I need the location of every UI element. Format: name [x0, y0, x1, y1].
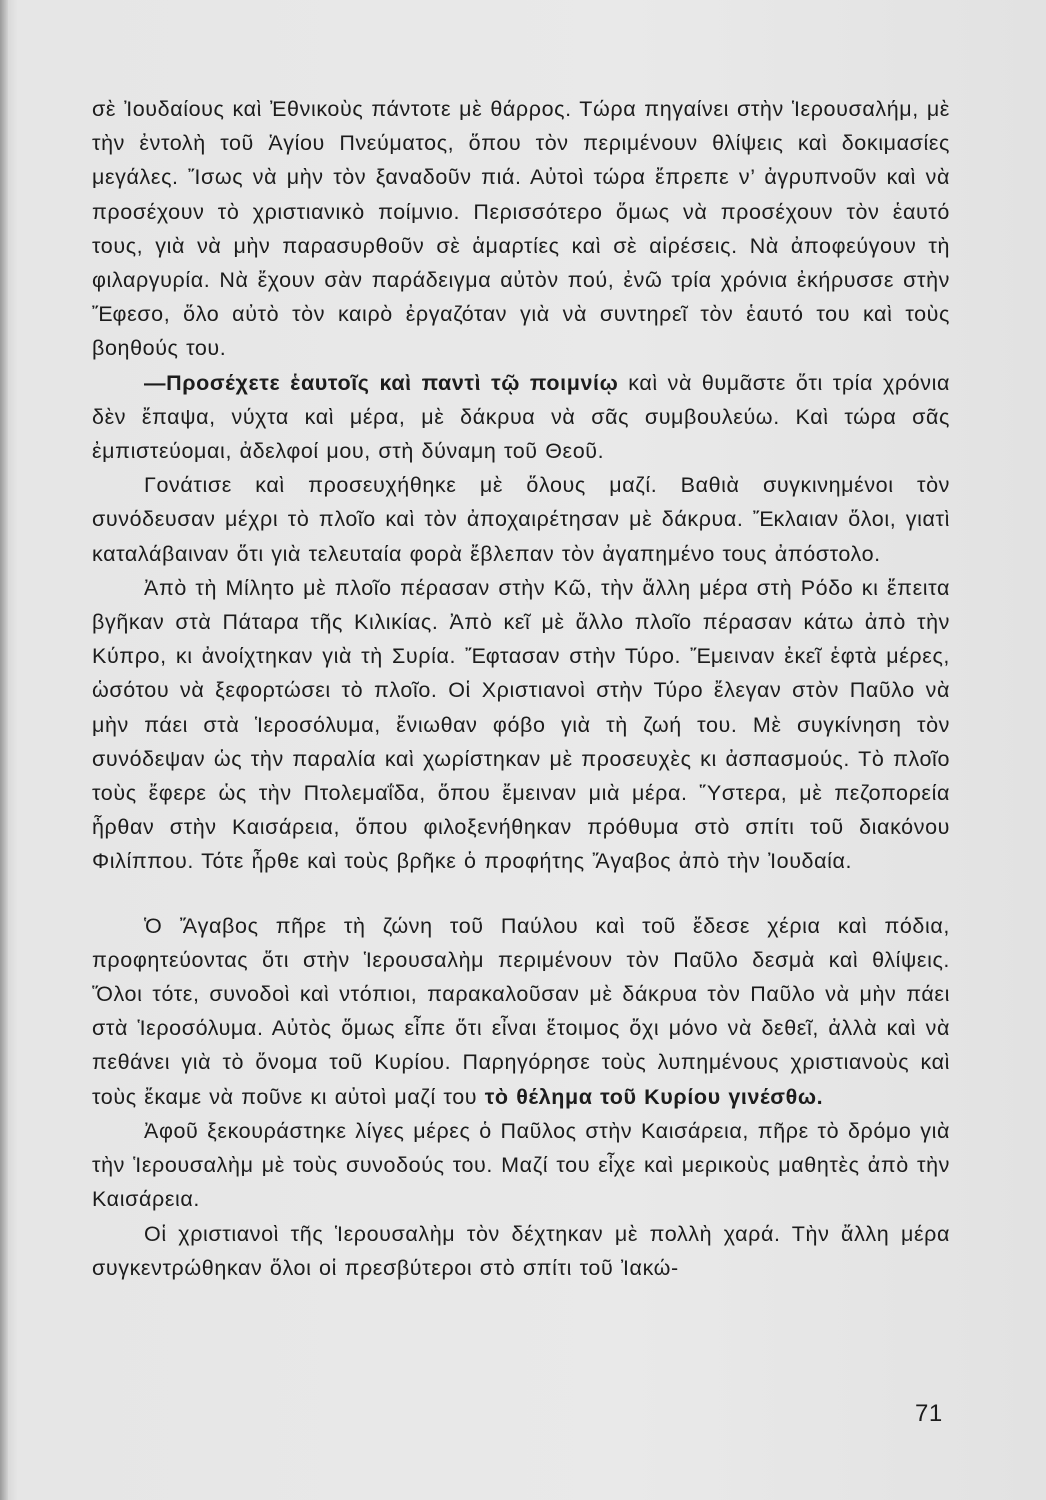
body-text [92, 92, 950, 1285]
bold-quote: —Προσέχετε ἑαυτοῖς καὶ παντὶ τῷ ποιμνίῳ [144, 370, 619, 395]
paragraph: Ἀφοῦ ξεκουράστηκε λίγες μέρες ὁ Παῦλος στὴν Καισάρεια, πῆρε τὸ δρόμο γιὰ τὴν Ἱερουσαλὴμ μὲ τοὺς συνοδούς του. Μαζί του εἶχε καὶ μερικοὺς μαθητὲς ἀπὸ τὴν Καισάρεια. [92, 1118, 950, 1212]
paragraph-text: καὶ νὰ θυμᾶστε ὅτι τρία χρόνια δὲν ἔπαψα, νύχτα καὶ μέρα, μὲ δάκρυα νὰ σᾶς συμβουλεύω. Καὶ τώρα σᾶς ἐμπιστεύομαι, ἀδελφοί μου, στὴ δύναμη τοῦ Θεοῦ. [92, 370, 950, 464]
page-number: 71 [915, 1400, 943, 1427]
paragraph: Ἀπὸ τὴ Μίλητο μὲ πλοῖο πέρασαν στὴν Κῶ, τὴν ἄλλη μέρα στὴ Ρόδο κι ἔπειτα βγῆκαν στὰ Πάταρα τῆς Κιλικίας. Ἀπὸ κεῖ μὲ ἄλλο πλοῖο πέρασαν κάτω ἀπὸ τὴν Κύπρο, κι ἀνοίχτηκαν γιὰ τὴ Συρία. Ἔφτασαν στὴν Τύρο. Ἔμειναν ἐκεῖ ἑφτὰ μέρες, ὡσότου νὰ ξεφορτώσει τὸ πλοῖο. Οἱ Χριστιανοὶ στὴν Τύρο ἔλεγαν στὸν Παῦλο νὰ μὴν πάει στὰ Ἱεροσόλυμα, ἔνιωθαν φόβο γιὰ τὴ ζωή του. Μὲ συγκίνηση τὸν συνόδεψαν ὡς τὴν παραλία καὶ χωρίστηκαν μὲ προσευχὲς κι ἀσπασμούς. Τὸ πλοῖο τοὺς ἔφερε ὡς τὴν Πτολεμαΐδα, ὅπου ἔμειναν μιὰ μέρα. Ὕστερα, μὲ πεζοπορεία ἦρθαν στὴν Καισάρεια, ὅπου φιλοξενήθηκαν πρόθυμα στὸ σπίτι τοῦ διακόνου Φιλίππου. Τότε ἦρθε καὶ τοὺς βρῆκε ὁ προφήτης Ἄγαβος ἀπὸ τὴν Ἰουδαία. [92, 575, 950, 874]
paragraph: σὲ Ἰουδαίους καὶ Ἐθνικοὺς πάντοτε μὲ θάρρος. Τώρα πηγαίνει στὴν Ἱερουσαλήμ, μὲ τὴν ἐντολὴ τοῦ Ἁγίου Πνεύματος, ὅπου τὸν περιμένουν θλίψεις καὶ δοκιμασίες μεγάλες. Ἴσως νὰ μὴν τὸν ξαναδοῦν πιά. Αὐτοὶ τώρα ἔπρεπε ν’ ἀγρυπνοῦν καὶ νὰ προσέχουν τὸ χριστιανικὸ ποίμνιο. Περισσότερο ὅμως νὰ προσέχουν τὸν ἑαυτό τους, γιὰ νὰ μὴν παρασυρθοῦν σὲ ἁμαρτίες καὶ σὲ αἱρέσεις. Νὰ ἀποφεύγουν τὴ φιλαργυρία. Νὰ ἔχουν σὰν παράδειγμα αὐτὸν πού, ἐνῶ τρία χρόνια ἐκήρυσσε στὴν Ἔφεσο, ὅλο αὐτὸ τὸν καιρὸ ἐργαζόταν γιὰ νὰ συντηρεῖ τὸν ἑαυτό του καὶ τοὺς βοηθούς του. [92, 97, 950, 361]
bold-phrase: τὸ θέλημα τοῦ Κυρίου γινέσθω. [484, 1084, 824, 1109]
binding-edge [0, 0, 8, 1500]
paragraph: Γονάτισε καὶ προσευχήθηκε μὲ ὅλους μαζί. Βαθιὰ συγκινημένοι τὸν συνόδευσαν μέχρι τὸ πλοῖο καὶ τὸν ἀποχαιρέτησαν μὲ δάκρυα. Ἔκλαιαν ὅλοι, γιατὶ καταλάβαιναν ὅτι γιὰ τελευταία φορὰ ἔβλεπαν τὸν ἀγαπημένο τους ἀπόστολο. [92, 473, 950, 566]
paragraph [92, 366, 950, 469]
paragraph: Οἱ χριστιανοὶ τῆς Ἱερουσαλὴμ τὸν δέχτηκαν μὲ πολλὴ χαρά. Τὴν ἄλλη μέρα συγκεντρώθηκαν ὅλοι οἱ πρεσβύτεροι στὸ σπίτι τοῦ Ἰακώ- [92, 1221, 950, 1280]
paragraph-text: Ὁ Ἄγαβος πῆρε τὴ ζώνη τοῦ Παύλου καὶ τοῦ ἔδεσε χέρια καὶ πόδια, προφητεύοντας ὅτι στὴν Ἱερουσαλὴμ περιμένουν τὸν Παῦλο δεσμὰ καὶ θλίψεις. Ὅλοι τότε, συνοδοὶ καὶ ντόπιοι, παρακαλοῦσαν μὲ δάκρυα τὸν Παῦλο νὰ μὴν πάει στὰ Ἱεροσόλυμα. Αὐτὸς ὅμως εἶπε ὅτι εἶναι ἕτοιμος ὄχι μόνο νὰ δεθεῖ, ἀλλὰ καὶ νὰ πεθάνει γιὰ τὸ ὄνομα τοῦ Κυρίου. Παρηγόρησε τοὺς λυπημένους χριστιανοὺς καὶ τοὺς ἔκαμε νὰ ποῦνε κι αὐτοὶ μαζί του [92, 913, 950, 1109]
paragraph [92, 909, 950, 1114]
